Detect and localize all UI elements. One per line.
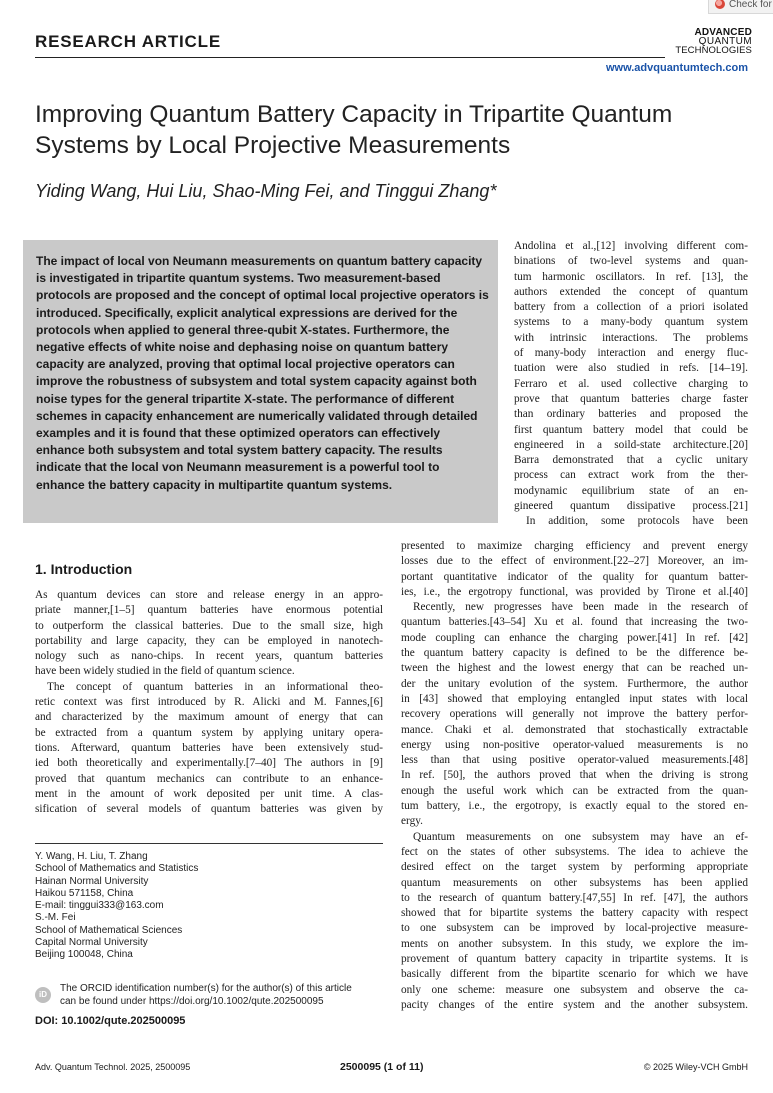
text-line: to outperform the classical batteries. Due to the small size, high — [35, 619, 383, 632]
orcid-note-link[interactable]: can be found under https://doi.org/10.1002/qute.202500095 — [60, 995, 324, 1007]
header-rule — [35, 57, 665, 58]
text-line: battery from a collection of a priori isolated — [514, 301, 748, 314]
text-line: of many-body interaction and energy fluc- — [514, 347, 748, 360]
author-affiliations — [35, 851, 383, 962]
journal-url-link[interactable]: www.advquantumtech.com — [605, 62, 748, 74]
text-line: The concept of quantum batteries in an informational theo- — [47, 680, 383, 693]
text-line: tween the highest and the lowest energy that can be reached un- — [401, 662, 748, 675]
text-line: In ref. [50], the authors proved that when the driving is strong — [401, 769, 748, 782]
affiliation-email[interactable]: E-mail: tinggui333@163.com — [35, 900, 164, 912]
footer-page-number: 2500095 (1 of 11) — [340, 1061, 424, 1073]
journal-logo-line: ADVANCED — [694, 27, 752, 38]
text-line: mance. Chaki et al. demonstrated that stochastically extractable — [401, 723, 748, 736]
text-line: losses due to the effect of environment.[22–27] Moreover, an im- — [401, 555, 748, 568]
text-line: fect on the states of other subsystems. The idea to achieve the — [401, 845, 748, 858]
author-list: Yiding Wang, Hui Liu, Shao-Ming Fei, and Tinggui Zhang* — [35, 181, 497, 201]
text-line: Ferraro et al. used collective charging to — [514, 377, 748, 390]
text-line: ments on another subsystem. In this study, we explore the im- — [401, 937, 748, 950]
text-line: modynamic equilibrium state of an en- — [514, 484, 748, 497]
affiliation-line: School of Mathematical Sciences — [35, 924, 183, 936]
text-line: the quantum battery capacity is defined to be the difference be- — [401, 647, 748, 660]
text-line: Quantum measurements on one subsystem may have an ef- — [413, 830, 748, 843]
intro-right-full-column — [401, 539, 748, 1013]
title-line: Systems by Local Projective Measurements — [35, 132, 511, 159]
text-line: prove that quantum batteries charge faster — [514, 392, 748, 405]
text-line: systems to a many-body quantum system — [514, 316, 748, 329]
orcid-note — [60, 983, 390, 1008]
affiliation-line: Capital Normal University — [35, 937, 148, 949]
text-line: ies, i.e., the ergotropy functional, was provided by Tirone et al.[40] — [401, 585, 748, 598]
text-line: provement of quantum battery capacity in tripartite systems. It is — [401, 953, 748, 966]
text-line: tuation were also studied in refs. [14–19]. — [514, 362, 748, 375]
text-line: nology such as nano-chips. In recent years, quantum batteries — [35, 650, 383, 663]
title-line: Improving Quantum Battery Capacity in Tripartite Quantum — [35, 101, 673, 128]
text-line: and characterized by the maximum amount of energy that can — [35, 711, 383, 724]
update-check-icon — [715, 0, 725, 9]
journal-logo-line: QUANTUM — [698, 36, 752, 47]
text-line: quantum measurements on other subsystems has been applied — [401, 876, 748, 889]
text-line: than ordinary batteries and proposed the — [514, 408, 748, 421]
orcid-note-line: The ORCID identification number(s) for the author(s) of this article — [60, 983, 352, 994]
text-line: first quantum battery model that could be — [514, 423, 748, 436]
text-line: Barra demonstrated that a cyclic unitary — [514, 454, 748, 467]
text-line: in [43] showed that employing entangled input states with local — [401, 692, 748, 705]
abstract-text: The impact of local von Neumann measurements on quantum battery capacity is investigated in tripartite quantum systems. Two measurement-based protocols are proposed and the concept of optimal local projective operators is introduced. Specifically, explicit analytical expressions are derived for the protocols when applied to general three-qubit X-states. Furthermore, the negative effects of white noise and dephasing noise on quantum battery capacity are analyzed, proving that optimal local projective operators can improve the robustness of subsystem and total system capacity against both noise types for the general tripartite X-state. The performance of different schemes in capacity enhancement are numerically validated through detailed examples and it is found that these optimized operators can effectively enhance both subsystem and total system battery capacity. The results indicate that the local von Neumann measurement is a powerful tool to enhance the battery capacity in multipartite quantum systems. — [36, 254, 489, 492]
text-line: have been widely studied in the field of quantum science. — [35, 665, 295, 678]
orcid-icon: iD — [35, 987, 51, 1003]
text-line: desired effect on the target system by performing appropriate — [401, 861, 748, 874]
text-line: der the unitary evolution of the system. Furthermore, the author — [401, 677, 748, 690]
text-line: process can extract work from the ther- — [514, 469, 748, 482]
text-line: retic context was first introduced by R. Alicki and M. Fannes,[6] — [35, 696, 383, 709]
text-line: only one scheme: measure one subsystem and observe the ca- — [401, 983, 748, 996]
section-label: RESEARCH ARTICLE — [35, 32, 221, 51]
journal-logo-line: TECHNOLOGIES — [675, 45, 752, 56]
text-line: proved that quantum mechanics can contribute to an enhance- — [35, 772, 383, 785]
text-line: basically different from the bipartite scenario for which we have — [401, 968, 748, 981]
text-line: presented to maximize charging efficiency and prevent energy — [401, 540, 748, 552]
article-title — [35, 99, 755, 161]
text-line: binations of two-level systems and quan- — [514, 255, 748, 268]
text-line: quantum batteries.[43–54] Xu et al. found that increasing the two- — [401, 616, 748, 629]
text-line: priate manner,[1–5] quantum batteries have enormous potential — [35, 604, 383, 617]
update-badge-label: Check for — [729, 0, 772, 10]
text-line: gineered quantum dissipative process.[21] — [514, 500, 748, 513]
doi-line: DOI: 10.1002/qute.202500095 — [35, 1015, 186, 1027]
text-line: ment in the amount of work deposited per unit time. A clas- — [35, 787, 383, 800]
text-line: tum harmonic oscillators. In ref. [13], the — [514, 270, 748, 283]
text-line: Recently, new progresses have been made in the research of — [413, 601, 748, 614]
footer-copyright: © 2025 Wiley-VCH GmbH — [643, 1062, 748, 1072]
intro-left-column — [35, 588, 383, 817]
text-line: portability and large capacity, they can be employed in nanotech- — [35, 634, 383, 647]
text-line: recovery operations will generally not improve the battery perfor- — [401, 708, 748, 721]
text-line: with intrinsic interactions. The problems — [514, 331, 748, 344]
text-line: showed that for bipartite systems the battery capacity with respect — [401, 907, 748, 920]
text-line: tum battery, i.e., the ergotropy, is exactly equal to the stored en- — [401, 800, 748, 813]
text-line: ied both theoretically and experimentally.[7–40] The authors in [9] — [35, 757, 383, 770]
text-line: energy using non-positive operator-valued measurements is no — [401, 738, 748, 751]
section-heading-introduction: 1. Introduction — [35, 561, 133, 577]
text-line: enough the useful work which can be extracted from the quan- — [401, 784, 748, 797]
text-line: tions. Afterward, quantum batteries have been extensively stud- — [35, 741, 383, 754]
affiliation-line: Y. Wang, H. Liu, T. Zhang — [35, 851, 148, 862]
affiliation-line: Hainan Normal University — [35, 875, 149, 887]
text-line: pacity changes of the entire system and the another subsystem. — [401, 998, 748, 1011]
intro-right-narrow-column — [514, 239, 748, 530]
text-line: engineered in a soild-state architecture.[20] — [514, 438, 748, 451]
affiliation-line: Haikou 571158, China — [35, 887, 134, 899]
affiliation-rule — [35, 843, 383, 844]
affiliation-line: School of Mathematics and Statistics — [35, 863, 199, 875]
text-line: be extracted from a quantum system by applying unitary opera- — [35, 726, 383, 739]
text-line: authors extended the concept of quantum — [514, 285, 748, 298]
text-line: to the research of quantum battery.[47,55] In ref. [47], the authors — [401, 891, 748, 904]
text-line: In addition, some protocols have been — [526, 515, 748, 528]
text-line: mode coupling can enhance the charging power.[41] In ref. [42] — [401, 631, 748, 644]
text-line: Andolina et al.,[12] involving different com- — [514, 240, 748, 252]
text-line: to one subsystem can be improved by local-projective measure- — [401, 922, 748, 935]
text-line: less than that using positive operator-valued measurements.[48] — [401, 754, 748, 767]
text-line: As quantum devices can store and release energy in an appro- — [35, 589, 383, 601]
footer-citation: Adv. Quantum Technol. 2025, 2500095 — [35, 1062, 191, 1072]
text-line: portant quantitative indicator of the quality for quantum batter- — [401, 570, 748, 583]
text-line: sification of several models of quantum batteries was given by — [35, 803, 383, 816]
affiliation-line: S.-M. Fei — [35, 912, 76, 924]
text-line: ergy. — [401, 815, 423, 828]
journal-logo — [660, 28, 752, 55]
affiliation-line: Beijing 100048, China — [35, 949, 133, 961]
check-for-updates-badge[interactable] — [708, 0, 773, 14]
